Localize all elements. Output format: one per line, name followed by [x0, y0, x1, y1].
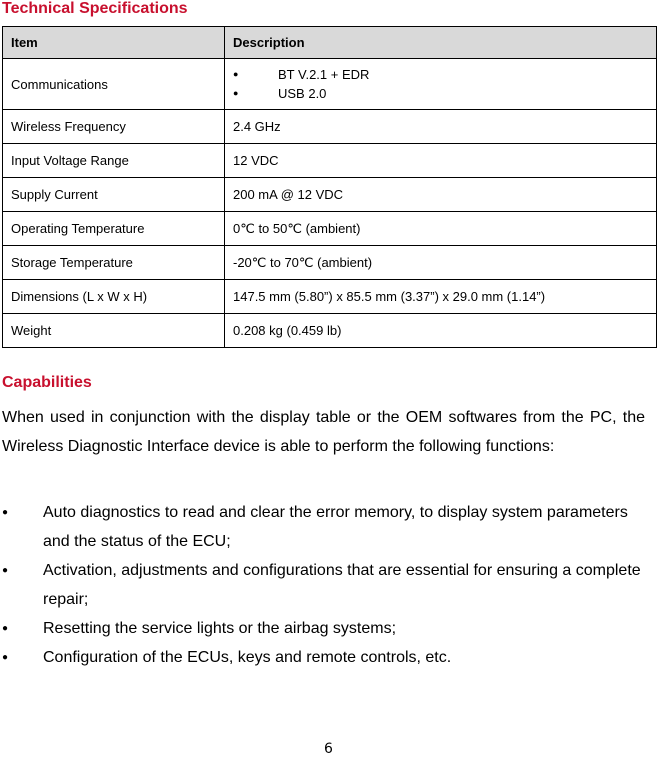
spec-description-cell	[225, 59, 657, 110]
table-row	[3, 178, 657, 212]
spec-item-cell: Weight	[3, 314, 225, 348]
list-item: ● Resetting the service lights or the airbag systems;	[2, 614, 645, 643]
table-row	[3, 59, 657, 110]
column-header-item: Item	[3, 27, 225, 59]
capabilities-list	[2, 498, 645, 672]
spec-description-cell: 2.4 GHz	[225, 110, 657, 144]
list-item: ● Activation, adjustments and configurations that are essential for ensuring a complete repair;	[2, 556, 645, 614]
list-item: ● Auto diagnostics to read and clear the error memory, to display system parameters and the status of the ECU;	[2, 498, 645, 556]
spec-description-cell: 200 mA @ 12 VDC	[225, 178, 657, 212]
spec-item-cell: Wireless Frequency	[3, 110, 225, 144]
spec-description-cell: 0.208 kg (0.459 lb)	[225, 314, 657, 348]
specifications-table	[2, 26, 657, 348]
page-number: 6	[324, 741, 333, 757]
table-row	[3, 246, 657, 280]
spec-item-cell: Operating Temperature	[3, 212, 225, 246]
spec-item-cell: Supply Current	[3, 178, 225, 212]
spec-item-cell: Input Voltage Range	[3, 144, 225, 178]
communications-list	[233, 65, 648, 103]
table-row	[3, 280, 657, 314]
technical-specifications-heading: Technical Specifications	[2, 0, 188, 17]
table-row	[3, 314, 657, 348]
column-header-description: Description	[225, 27, 657, 59]
list-item: ● BT V.2.1 + EDR	[233, 65, 648, 84]
table-row	[3, 144, 657, 178]
table-row	[3, 212, 657, 246]
spec-description-cell: 147.5 mm (5.80”) x 85.5 mm (3.37”) x 29.0 mm (1.14”)	[225, 280, 657, 314]
spec-item-cell: Storage Temperature	[3, 246, 225, 280]
capabilities-intro: When used in conjunction with the display table or the OEM softwares from the PC, the Wireless Diagnostic Interface device is able to perform the following functions:	[2, 409, 645, 455]
spec-description-cell: 0℃ to 50℃ (ambient)	[225, 212, 657, 246]
spec-description-cell: 12 VDC	[225, 144, 657, 178]
table-row	[3, 110, 657, 144]
list-item: ● USB 2.0	[233, 84, 648, 103]
spec-description-cell: -20℃ to 70℃ (ambient)	[225, 246, 657, 280]
capabilities-heading: Capabilities	[2, 374, 92, 391]
list-item: ● Configuration of the ECUs, keys and remote controls, etc.	[2, 643, 645, 672]
table-header-row	[3, 27, 657, 59]
spec-item-cell: Communications	[3, 59, 225, 110]
spec-item-cell: Dimensions (L x W x H)	[3, 280, 225, 314]
